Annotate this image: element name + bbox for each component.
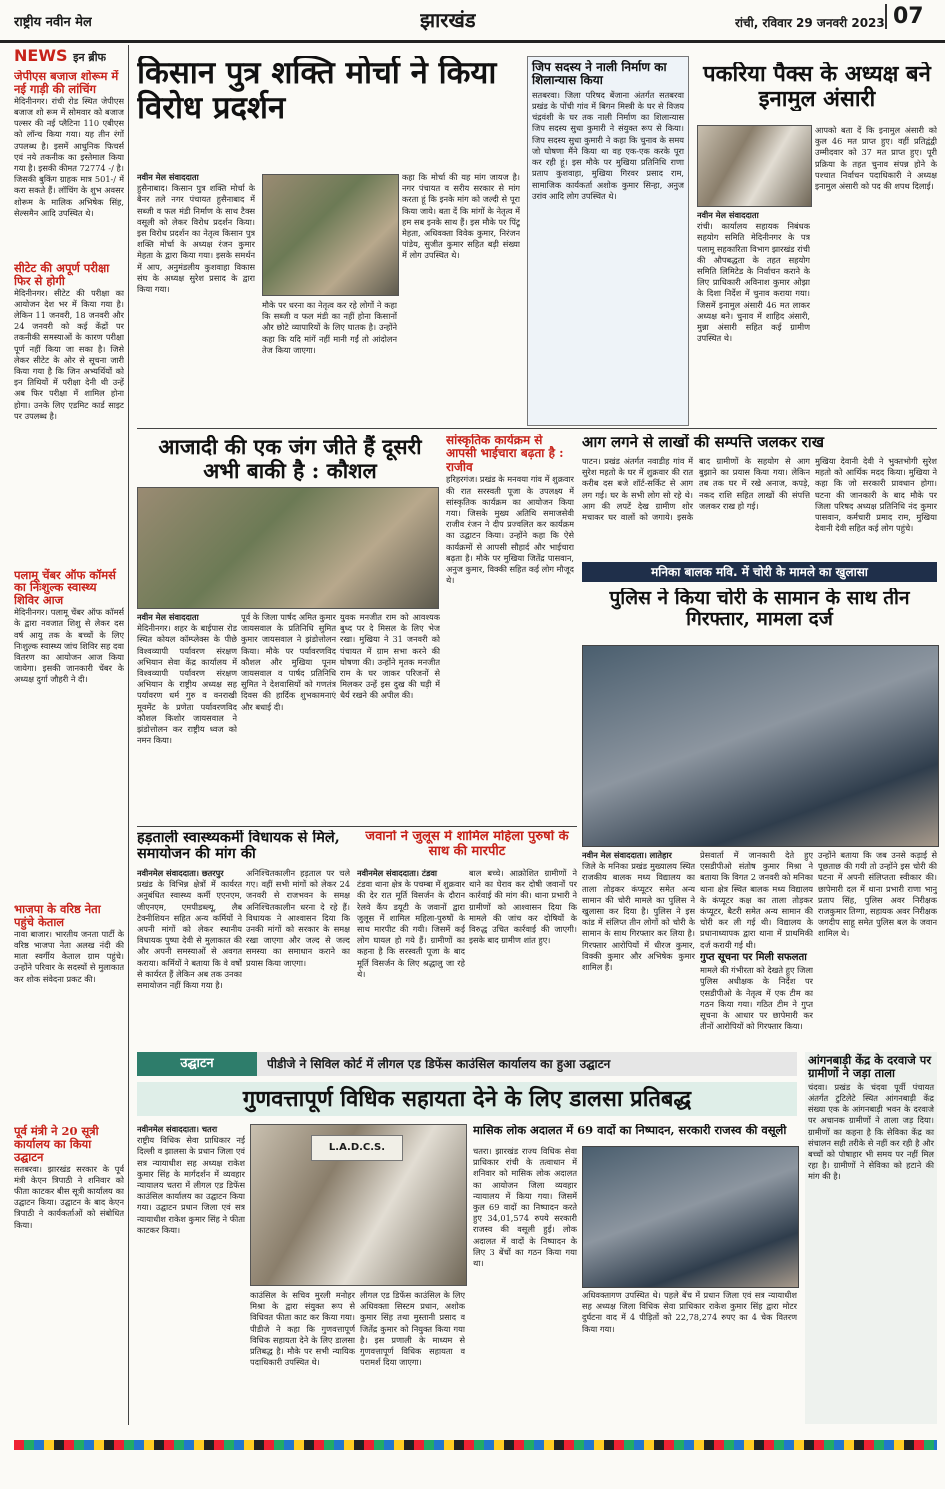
story4-headline: आजादी की एक जंग जीते हैं दूसरी अभी बाकी है : कौशल bbox=[158, 435, 422, 483]
divider bbox=[137, 428, 937, 429]
story7-body: जिले के मनिका प्रखंड मुख्यालय स्थित राजकीय बालक मध्य विद्यालय का ताला तोड़कर कंप्यूटर समेत अन्य सामान की चोरी मामले का पुलिस ने खुलासा कर दिया है। पुलिस ने इस कांड में संलिप्त तीन लोगों को चोरी के सामान के साथ गिरफ्तार कर लिया है। गिरफ्तार आरोपियों में धीरज कुमार, विक्की कुमार और अभिषेक कुमार शामिल हैं। bbox=[582, 861, 695, 973]
pacs-photo bbox=[697, 125, 812, 207]
story11-body: अधिवक्तागण उपस्थित थे। पहले बेंच में प्रधान जिला एवं सत्र न्यायाधीश सह अध्यक्ष जिला विधिक सेवा प्राधिकार राकेश कुमार सिंह द्वारा मोटर दुर्घटना वाद में 4 पीड़ितों को 22,78,274 रुपए का 4 चेक वितरण किया गया। bbox=[582, 1290, 797, 1334]
lok-adalat-photo bbox=[582, 1146, 799, 1288]
brief-headline: पलामू चेंबर ऑफ कॉमर्स का निःशुल्क स्वास्थ्य शिविर आज bbox=[14, 567, 116, 608]
brief-headline: भाजपा के वरिष्ठ नेता पहुंचे केताल bbox=[14, 902, 101, 929]
office-sign: L.A.D.C.S. bbox=[311, 1135, 403, 1161]
news-brief-column bbox=[14, 70, 124, 1425]
story2-body: सतबरवा। जिला परिषद बेंजाना अंतर्गत सतबरवा प्रखंड के पोंची गांव में बिगन मिस्त्री के घर से विजय चंद्रवंशी के घर तक नाली निर्माण का शिलान्यास जिप सदस्य सुधा कुमारी ने संयुक्त रूप से किया। जिप सदस्य सुधा कुमारी ने कहा कि चुनाव के समय जो घोषणा मैंने किया था वह एक-एक करके पूरा कर रही हूं। इस मौके पर मुखिया प्रतिनिधि राणा प्रताप कुशवाहा, मुखिया गिरवर प्रसाद राम, सामाजिक कार्यकर्ता अशोक कुमार सिन्हा, अनुज उरांव आदि लोग उपस्थित थे। bbox=[532, 89, 684, 201]
brief-body: मेदिनीनगर। सीटेट की परीक्षा का आयोजन देश भर में किया गया है। लेकिन 11 जनवरी, 18 जनवरी और 24 जनवरी को कई केंद्रों पर तकनीकी समस्याओं के कारण परीक्षा पूर्ण नहीं किया जा सका है। जिसे लेकर सीटेट के ओर से सूचना जारी किया गया है कि जिन अभ्यर्थियों को इन तिथियों में परीक्षा देनी थी उन्हें अब फिर परीक्षा में शामिल होना होगा। उनके लिए एडमिट कार्ड साइट पर उपलब्ध है। bbox=[14, 287, 124, 421]
brief-body: मेदिनीनगर। रांची रोड स्थित जेपीएस बजाज शो रूम में सोमवार को बजाज पल्सर की नई प्लैटिना 110 एबीएस को लॉन्च किया गया। यह तीन रंगों उपलब्ध है। इसमें आधुनिक फिचर्स एवं नये तकनीक का इस्तेमाल किया गया है। इसकी कीमत 72774 -/ है। जिसकी बुकिंग ग्राहक मात्र 501-/ में करा सकते हैं। लॉचिंग के शुभ अवसर शोरूम के मालिक अभिषेक सिंह, सेल्समैन आदि उपस्थित थे। bbox=[14, 95, 124, 218]
story7-byline: नवीन मेल संवाददाता। लातेहार bbox=[582, 850, 672, 860]
story9-headline: जवानों ने जुलूस में शामिल महिला पुरुषों के साथ की मारपीट bbox=[365, 830, 569, 859]
story9-byline: नवीनमेल संवाददाता। टंडवा bbox=[357, 868, 438, 878]
story1-body: हुसैनाबाद। किसान पुत्र शक्ति मोर्चा के बैनर तले नगर पंचायत हुसैनाबाद में सब्जी व फल मंडी निर्माण के साथ टैक्स वसूली को लेकर विरोध प्रदर्शन किया। इस विरोध प्रदर्शन का नेतृत्व किसान पुत्र शक्ति मोर्चा के अध्यक्ष रंजन कुमार मेहता के द्वारा किया गया। इसके समर्थन में आप, अनुमंडलीय कुशवाहा विकास संघ के अध्यक्ष सुरेश प्रसाद के द्वारा किया गया। bbox=[137, 183, 255, 295]
story10-col1 bbox=[137, 1124, 245, 1424]
dateline: रांची, रविवार 29 जनवरी 2023 bbox=[735, 16, 885, 30]
story2-box bbox=[527, 56, 689, 426]
masthead bbox=[0, 0, 945, 43]
story6-body: पाटन। प्रखंड अंतर्गत नवाडीह गांव में सुरेश महतो के घर में शुक्रवार की रात करीब दस बजे शॉर्ट-सर्किट से आग लग गई। घर के सभी लोग सो रहे थे। आग की लपटें देख ग्रामीण शोर मचाकर घर वालों को जगाये। इसके बाद ग्रामीणों के सहयोग से आग बुझाने का प्रयास किया गया। लेकिन तब तक घर में रखे अनाज, कपड़े, नकद राशि सहित लाखों की संपत्ति जलकर राख हो गई। bbox=[582, 456, 810, 523]
story5-headline: सांस्कृतिक कार्यक्रम से आपसी भाईचारा बढ़ता है : राजीव bbox=[446, 434, 564, 474]
brief-headline: सीटेट की अपूर्ण परीक्षा फिर से होगी bbox=[14, 260, 110, 288]
story12-box bbox=[805, 1052, 937, 1424]
story7-body: प्रेसवार्ता में जानकारी देते हुए एसडीपीओ संतोष कुमार मिश्रा ने बताया कि विगत 2 जनवरी को मनिका थाना क्षेत्र स्थित बालक मध्य विद्यालय के कंप्यूटर कक्ष का ताला तोड़कर कंप्यूटर, बैटरी समेत अन्य सामान की चोरी कर ली गई थी। विद्यालय के प्रधानाध्यापक द्वारा थाना में प्राथमिकी दर्ज करायी गई थी। bbox=[700, 850, 813, 950]
story11-headline: मासिक लोक अदालत में 69 वादों का निष्पादन, सरकारी राजस्व की वसूली bbox=[473, 1124, 787, 1137]
story3-headline: पकरिया पैक्स के अध्यक्ष बने इनामुल अंसारी bbox=[703, 62, 931, 112]
brief-body: नावा बाजार। भारतीय जनता पार्टी के वरिष्ठ भाजपा नेता अलख नंदी की माता स्वर्गीय केताल ग्राम पहुंचे। उन्होंने परिवार के सदस्यों से मुलाकात कर शोक संवेदना प्रकट की। bbox=[14, 928, 124, 984]
story7-col2 bbox=[700, 850, 813, 1045]
story10-byline: नवीनमेल संवाददाता। चतरा bbox=[137, 1124, 218, 1134]
story12-headline: आंगनबाड़ी केंद्र के दरवाजे पर ग्रामीणों ने जड़ा ताला bbox=[808, 1053, 932, 1080]
story6-body: मुखिया देवानी देवी ने भुक्तभोगी सुरेश महतो को आर्थिक मदद किया। मुखिया ने कहा कि जो सरकारी प्रावधान होगा। घटना की जानकारी के बाद मौके पर जिला परिषद अध्यक्ष प्रतिनिधि नंद कुमार पासवान, कर्मचारी प्रमाद राम, मुखिया देवानी देवी सहित कई लोग पहुंचे। bbox=[815, 456, 937, 534]
brief-body: सतबरवा। झारखंड सरकार के पूर्व मंत्री केएन त्रिपाठी ने शनिवार को फीता काटकर बीस सूत्री कार्यालय का उद्घाटन किया। उद्घाटन के बाद केएन त्रिपाठी ने कार्यकर्ताओं को संबोधित किया। bbox=[14, 1163, 124, 1230]
story7-body: उन्होंने बताया कि जब उनसे कड़ाई से पूछताछ की गयी तो उन्होंने इस चोरी की घटना में अपनी संलिप्तता स्वीकार की। छापेमारी दल में थाना प्रभारी राणा भानु प्रताप सिंह, पुलिस अवर निरीक्षक राजकुमार तिग्गा, सहायक अवर निरीक्षक जगदीप साहू समेत पुलिस बल के जवान शामिल थे। bbox=[818, 850, 937, 939]
story7-subhead: गुप्त सूचना पर मिली सफलता bbox=[700, 952, 807, 963]
story8-col1 bbox=[137, 868, 242, 1048]
color-registration-bar bbox=[14, 1440, 937, 1450]
story9-body: टंडवा थाना क्षेत्र के पचम्बा में शुक्रवार की देर रात मूर्ति विसर्जन के दौरान रेलवे कैंप डयूटी के जवानों द्वारा जुलूस में शामिल महिला-पुरुषों के साथ मारपीट की गयी। जिसमें कई लोग घायल हो गये हैं। ग्रामीणों का कहना है कि सरस्वती पूजा के बाद मूर्ति विसर्जन के लिए श्रद्धालु जा रहे थे। bbox=[357, 879, 465, 979]
story12-body: चंदवा। प्रखंड के चंदवा पूर्वी पंचायत अंतर्गत टुटिलेटे स्थित आंगनबाड़ी केंद्र संख्या एक के आंगनबाड़ी भवन के दरवाजे पर अचानक ग्रामीणों ने ताला जड़ दिया। ग्रामीणों का कहना है कि सेविका केंद्र का संचालन सही तरीके से नहीं कर रही है और बच्चों को पोषाहार भी समय पर नहीं मिल रहा है। ग्रामीणों ने सेविका को हटाने की मांग की है। bbox=[808, 1081, 934, 1182]
news-brief-tag bbox=[14, 46, 106, 65]
brief-headline: जेपीएस बजाज शोरूम में नई गाड़ी की लांचिंग bbox=[14, 70, 119, 96]
story1-byline: नवीन मेल संवाददाता bbox=[137, 172, 199, 182]
story1-headline: किसान पुत्र शक्ति मोर्चा ने किया विरोध प्रदर्शन bbox=[137, 56, 497, 126]
story9-body: बाल बच्चे। आक्रोशित ग्रामीणों ने थाने का घेराव कर दोषी जवानों पर कार्रवाई की मांग की। थाना प्रभारी ने ग्रामीणों को आश्वासन दिया कि मामले की जांच कर दोषियों के विरुद्ध उचित कार्रवाई की जाएगी। इसके बाद ग्रामीण शांत हुए। bbox=[469, 868, 577, 946]
story7-headline: पुलिस ने किया चोरी के सामान के साथ तीन गिरफ्तार, मामला दर्ज bbox=[609, 588, 910, 631]
brief-headline: पूर्व मंत्री ने 20 सूत्री कार्यालय का किया उद्घाटन bbox=[14, 1123, 99, 1164]
flag-hoisting-photo bbox=[137, 487, 439, 609]
story8-body: अनिश्चितकालीन हड़ताल पर चले गए। वहीं सभी मांगों को लेकर 24 जनवरी से राजभवन के समक्ष अनिश्चितकालीन धरना दे रहे हैं। विधायक ने आश्वासन दिया कि उनकी मांगों को सरकार के समक्ष रखा जाएगा और जल्द से जल्द समस्या का समाधान कराने का प्रयास किया जाएगा। bbox=[246, 868, 350, 968]
column-divider bbox=[128, 45, 129, 1425]
news-tag-sub: इन ब्रीफ bbox=[73, 51, 107, 64]
arrest-photo bbox=[582, 645, 939, 847]
story4-body: मेदिनीनगर। शहर के बाईपास रोड स्थित कोयल कॉम्प्लेक्स के पीछे विश्वव्यापी पर्यावरण संरक्षण अभियान सेवा केंद्र कार्यालय में विश्वव्यापी पर्यावरण संरक्षण अभियान के राष्ट्रीय अध्यक्ष सह पर्यावरण धर्म गुरु व वनराखी मूवमेंट के प्रणेता पर्यावरणविद कौशल किशोर जायसवाल ने झंडोत्तोलन कर राष्ट्रीय ध्वज को नमन किया। bbox=[137, 623, 237, 746]
story3-body: आपको बता दें कि इनामुल अंसारी को कुल 46 मत प्राप्त हुए। वहीं प्रतिद्वंद्वी उम्मीदवार को 37 मत प्राप्त हुए। पूरी प्रक्रिया के तहत चुनाव संपन्न होने के पश्चात निर्वाचन पदाधिकारी ने अध्यक्ष इनामुल अंसारी को पद की शपथ दिलाई। bbox=[815, 125, 937, 192]
story6-headline: आग लगने से लाखों की सम्पत्ति जलकर राख bbox=[582, 434, 824, 451]
story1-col1 bbox=[137, 172, 255, 422]
section-title: झारखंड bbox=[420, 8, 476, 32]
story4-body: पूर्व के जिला पार्षद अमित कुमार जायसवाल के प्रतिनिधि सुमित कुमार जायसवाल ने झंडोत्तोलन किया। मौके पर पर्यावरणविद कौशल और मुखिया पूनम जायसवाल व पार्षद प्रतिनिधि सुमित ने देशवासियों को गणतंत्र दिवस की हार्दिक शुभकामनाएं और बधाई दी। bbox=[241, 612, 336, 712]
story3-byline: नवीन मेल संवाददाता bbox=[697, 210, 759, 220]
story7-body: मामले की गंभीरता को देखते हुए जिला पुलिस अधीक्षक के निर्देश पर एसडीपीओ के नेतृत्व में एक टीम का गठन किया गया। गठित टीम ने गुप्त सूचना के आधार पर छापेमारी कर तीनों आरोपियों को गिरफ्तार किया। bbox=[700, 965, 813, 1032]
story10-body: राष्ट्रीय विधिक सेवा प्राधिकार नई दिल्ली व झालसा के प्रधान जिला एवं सत्र न्यायाधीश सह अध्यक्ष राकेश कुमार सिंह के मार्गदर्शन में व्यवहार न्यायालय चतरा में लीगल एड डिफेंस काउंसिल कार्यालय का उद्घाटन किया गया। उद्घाटन प्रधान जिला एवं सत्र न्यायाधीश राकेश कुमार सिंह ने फीता काटकर किया। bbox=[137, 1135, 245, 1235]
story1-body: कहा कि मोर्चा की यह मांग जायज है। नगर पंचायत व सरीय सरकार से मांग करता हूं कि इनके मांग को जल्दी से पूरा किया जाये। बता दें कि मांगों के नेतृत्व में हम सब इनके साथ हैं। इस मौके पर पिंटू मेहता, अधिवक्ता विवेक कुमार, निरंजन पांडेय, सुजीत कुमार सहित बड़ी संख्या में लोग उपस्थित थे। bbox=[402, 172, 520, 261]
protest-photo bbox=[262, 174, 399, 296]
story2-headline: जिप सदस्य ने नाली निर्माण का शिलान्यास किया bbox=[532, 60, 667, 88]
divider bbox=[137, 826, 577, 827]
story7-kicker: मनिका बालक मवि. में चोरी के मामले का खुलासा bbox=[582, 562, 937, 582]
story4-col1 bbox=[137, 612, 237, 822]
story5 bbox=[446, 434, 574, 824]
paper-name: राष्ट्रीय नवीन मेल bbox=[14, 15, 92, 30]
inauguration-label: उद्घाटन bbox=[137, 1052, 257, 1076]
story8-body: प्रखंड के विभिन्न क्षेत्रों में कार्यरत अनुबंधित स्वास्थ्य कर्मी एएनएम, जीएनएम, एमपीडब्ल्यू, लैब टेक्नीशियन सहित अन्य कर्मियों ने अपनी मांगों को लेकर स्थानीय विधायक पुष्पा देवी से मुलाकात की और अपनी समस्याओं से अवगत कराया। कर्मियों ने बताया कि वे वर्षों से कार्यरत हैं लेकिन अब तक उनका समायोजन नहीं किया गया है। bbox=[137, 879, 242, 991]
story10-body: काउंसिल के सचिव मुरली मनोहर मिश्रा के द्वारा संयुक्त रूप से विधिवत फीता काट कर किया गया। पीडीजे ने कहा कि गुणवत्तापूर्ण विधिक सहायता देने के लिए डालसा प्रतिबद्ध है। मौके पर सभी न्यायिक पदाधिकारी उपस्थित थे। bbox=[250, 1290, 355, 1368]
story10-body: लीगल एड डिफेंस काउंसिल के लिए अधिवक्ता सिस्टम प्रधान, अशोक कुमार सिंह तथा मुस्तानी प्रसाद व जितेंद्र कुमार को नियुक्त किया गया है। इस प्रणाली के माध्यम से गुणवत्तापूर्ण विधिक सहायता व परामर्श दिया जाएगा। bbox=[360, 1290, 465, 1368]
story3-body: रांची। कार्यालय सहायक निबंधक सहयोग समिति मेदिनीनगर के पत्र पलामू सहकारिता विभाग झारखंड रांची की औपबद्धता के तहत सहयोग समिति लिमिटेड के निर्वाचन कराने के लिए प्राधिकारी अविनाश कुमार ओझा के दिशा निर्देश में चुनाव कराया गया। जिसमें इनामुल अंसारी 46 मत लाकर अध्यक्ष बने। चुनाव में शाहिद अंसारी, मुन्ना अंसारी सहित कई ग्रामीण उपस्थित थे। bbox=[697, 221, 810, 344]
story9-col1 bbox=[357, 868, 465, 1048]
story10-kicker-bar bbox=[137, 1052, 797, 1076]
story8-headline: हड़ताली स्वास्थ्यकर्मी विधायक से मिले, समायोजन की मांग की bbox=[137, 830, 340, 863]
story3-col1 bbox=[697, 210, 810, 424]
story4-body: युवक मनजीत राम को आवश्यक बुध्द पर दे मिसल के लिए भेज रखा। मुखिया ने 31 जनवरी को पंचायत में ग्राम सभा करने की घोषणा की। उन्होंने मृतक मनजीत राम के घर जाकर परिजनों से मिलकर उन्हें इस दुख की घड़ी में धैर्य रखने की अपील की। bbox=[340, 612, 440, 701]
news-tag-text: NEWS bbox=[14, 46, 68, 65]
story10-headline: गुणवत्तापूर्ण विधिक सहायता देने के लिए डालसा प्रतिबद्ध bbox=[137, 1082, 797, 1116]
story4-byline: नवीन मेल संवाददाता bbox=[137, 612, 199, 622]
brief-body: मेदिनीनगर। पलामू चेंबर ऑफ कॉमर्स के द्वारा नवजात शिशु से लेकर दस वर्ष आयु तक के बच्चों के लिए निःशुल्क स्वास्थ्य जांच शिविर सह दवा वितरण का आयोजन आज किया जायेगा। इसकी जानकारी चेंबर के अध्यक्ष दुर्गा जौहरी ने दी। bbox=[14, 607, 124, 685]
story1-body: मौके पर धरना का नेतृत्व कर रहे लोगों ने कहा कि सब्जी व फल मंडी का नहीं होना किसानों और छोटे व्यापारियों के लिए घातक है। उन्होंने कहा कि यदि मांगें नहीं मानी गईं तो आंदोलन तेज किया जाएगा। bbox=[262, 300, 397, 355]
story5-body: हरिहरगंज। प्रखंड के मनवया गांव में शुक्रवार की रात सरस्वती पूजा के उपलक्ष्य में सांस्कृतिक कार्यक्रम का आयोजन किया गया। जिसके मुख्य अतिथि समाजसेवी राजीव रंजन ने दीप प्रज्वलित कर कार्यक्रम का उद्घाटन किया। उन्होंने कहा कि ऐसे कार्यक्रमों से आपसी सौहार्द और भाईचारा बढ़ता है। मौके पर मुखिया जितेंद्र पासवान, अनुज कुमार, विक्की सहित कई लोग मौजूद थे। bbox=[446, 474, 574, 586]
page-number: 07 bbox=[885, 4, 924, 29]
story11-body: चतरा। झारखंड राज्य विधिक सेवा प्राधिकार रांची के तत्वाधान में शनिवार को मासिक लोक अदालत का आयोजन जिला व्यवहार न्यायालय में किया गया। जिसमें कुल 69 वादों का निष्पादन करते हुए 34,01,574 रुपये सरकारी राजस्व की वसूली हुई। लोक अदालत में वादों के निष्पादन के लिए 3 बेंचों का गठन किया गया था। bbox=[473, 1146, 577, 1269]
court-inauguration-photo bbox=[250, 1124, 467, 1286]
story8-byline: नवीनमेल संवाददाता। छतरपुर bbox=[137, 868, 224, 878]
story10-kicker: पीडीजे ने सिविल कोर्ट में लीगल एड डिफेंस काउंसिल कार्यालय का हुआ उद्घाटन bbox=[267, 1057, 611, 1071]
story7-col1 bbox=[582, 850, 695, 1045]
